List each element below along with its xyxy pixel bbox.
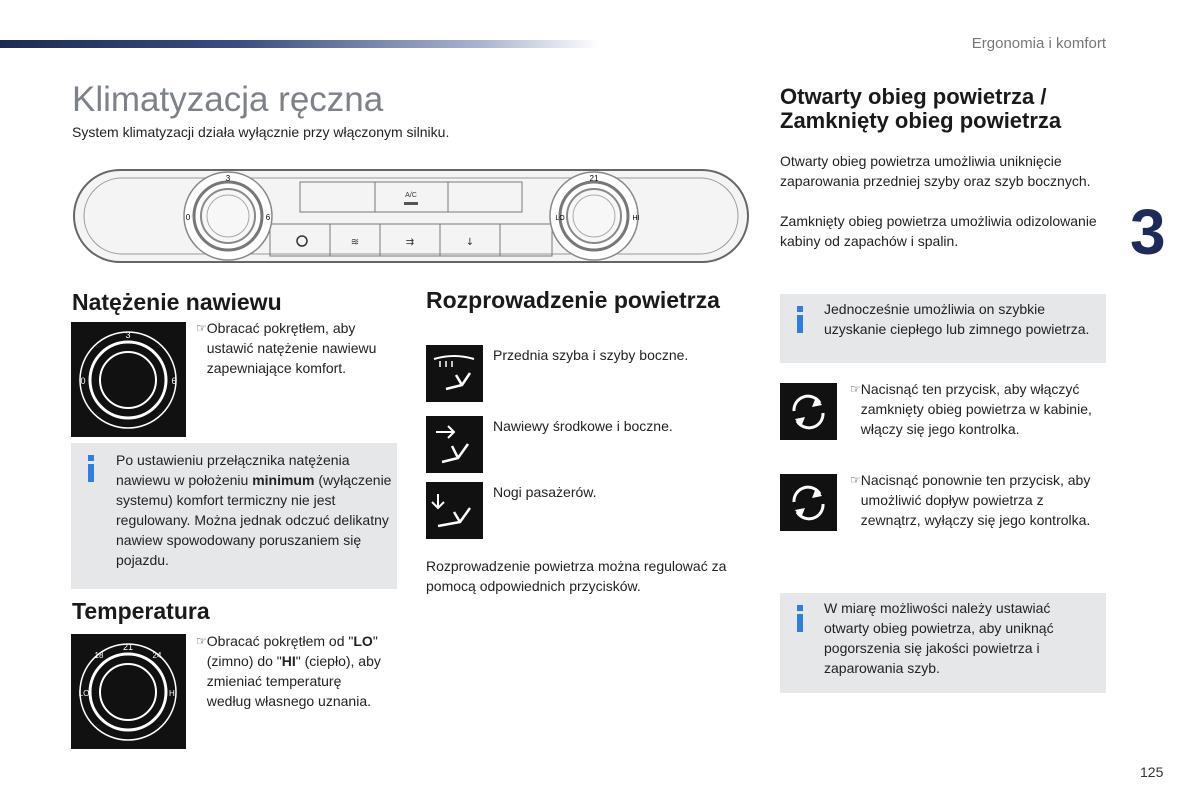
recirc-heading: Otwarty obieg powietrza / Zamknięty obieg powietrza [780,84,1062,133]
pointer-icon: ☞ [850,382,861,396]
fan-heading: Natężenie nawiewu [72,289,282,315]
pointer-icon: ☞ [850,473,861,487]
recirc-info-text-1: Jednocześnie umożliwia on szybkie uzyskanie ciepłego lub zimnego powietrza. [824,301,1090,337]
recirc-step-2 [850,470,1100,530]
temperature-heading: Temperatura [72,598,210,624]
fan-info-box [71,443,397,589]
dial-label-top-right: 24 [152,651,162,660]
fan-instruction [196,318,386,378]
recirc-step-1-text: Nacisnąć ten przycisk, aby włączyć zamknięty obieg powietrza w kabinie, włączy się jego kontrolka. [860,381,1092,437]
dial-label-top: 21 [122,642,134,652]
dial-label-left: 0 [80,376,86,386]
distribution-item-2: Nawiewy środkowe i boczne. [493,418,673,434]
foot-vent-icon [426,482,483,539]
page-number: 125 [1140,764,1164,780]
dial-label-right: HI [632,215,640,222]
page-title: Klimatyzacja ręczna [72,80,384,119]
dial-label-top: 21 [589,174,599,183]
recirculation-on-icon [780,383,837,440]
windshield-icon [426,345,483,402]
dial-label-top: 3 [225,174,231,183]
info-icon [796,605,804,632]
dial-label-right: HI [169,689,177,698]
info-icon [796,306,804,333]
recirc-step-1 [850,379,1100,439]
face-vent-icon [426,416,483,473]
windshield-icon: ≋ [350,237,360,248]
temperature-dial-photo [71,634,186,749]
temperature-dial [550,172,640,260]
ac-label: A/C [405,192,417,199]
fan-info-text: Po ustawieniu przełącznika natężenia nawiewu w położeniu minimum (wyłączenie systemu) komfort termiczny nie jest regulowany. Można jednak odczuć delikatny nawiew spowodowany poruszaniem się pojazdu. [116,452,392,568]
pointer-icon: ☞ [196,321,207,335]
recirc-step-2-text: Nacisnąć ponownie ten przycisk, aby umożliwić dopływ powietrza z zewnątrz, wyłączy się jego kontrolka. [860,472,1091,528]
control-panel-illustration [70,164,752,268]
header-bar [0,40,600,48]
recirculation-off-icon [780,474,837,531]
page-subtitle: System klimatyzacji działa wyłącznie przy włączonym silniku. [72,124,450,140]
chapter-number: 3 [1130,196,1166,268]
pointer-icon: ☞ [196,634,207,648]
fan-dial-photo [71,322,186,437]
dial-label-right: 6 [171,376,177,386]
foot-vent-icon: ↓ [465,237,475,248]
fan-speed-dial [184,172,272,260]
distribution-heading: Rozprowadzenie powietrza [426,287,720,313]
dial-label-left: 0 [185,213,191,222]
fan-instruction-text: Obracać pokrętłem, aby ustawić natężenie nawiewu zapewniające komfort. [206,320,377,376]
recirc-desc-1: Otwarty obieg powietrza umożliwia uniknięcie zaparowania przedniej szyby oraz szyb bocznych. [780,153,1091,189]
distribution-item-3: Nogi pasażerów. [493,484,597,500]
distribution-note: Rozprowadzenie powietrza można regulować za pomocą odpowiednich przycisków. [426,558,727,594]
temperature-instruction [196,631,386,711]
dial-label-top-left: 18 [94,651,104,660]
recirc-info-box-1 [780,294,1106,363]
temperature-instruction-text: Obracać pokrętłem od "LO" (zimno) do "HI" (ciepło), aby zmieniać temperaturę według własnego uznania. [206,633,381,709]
dial-label-top: 3 [125,330,131,340]
dial-label-left: LO [555,215,565,222]
info-icon [87,455,95,482]
face-vent-icon: ⇉ [405,237,415,248]
recirc-info-box-2 [780,593,1106,693]
dial-label-left: LO [78,689,90,698]
recirc-desc-2: Zamknięty obieg powietrza umożliwia odizolowanie kabiny od zapachów i spalin. [780,213,1097,249]
section-title: Ergonomia i komfort [971,35,1106,52]
distribution-item-1: Przednia szyba i szyby boczne. [493,347,689,363]
dial-label-right: 6 [265,213,271,222]
recirc-info-text-2: W miarę możliwości należy ustawiać otwarty obieg powietrza, aby uniknąć pogorszenia się jakości powietrza i zaparowania szyb. [824,600,1054,676]
